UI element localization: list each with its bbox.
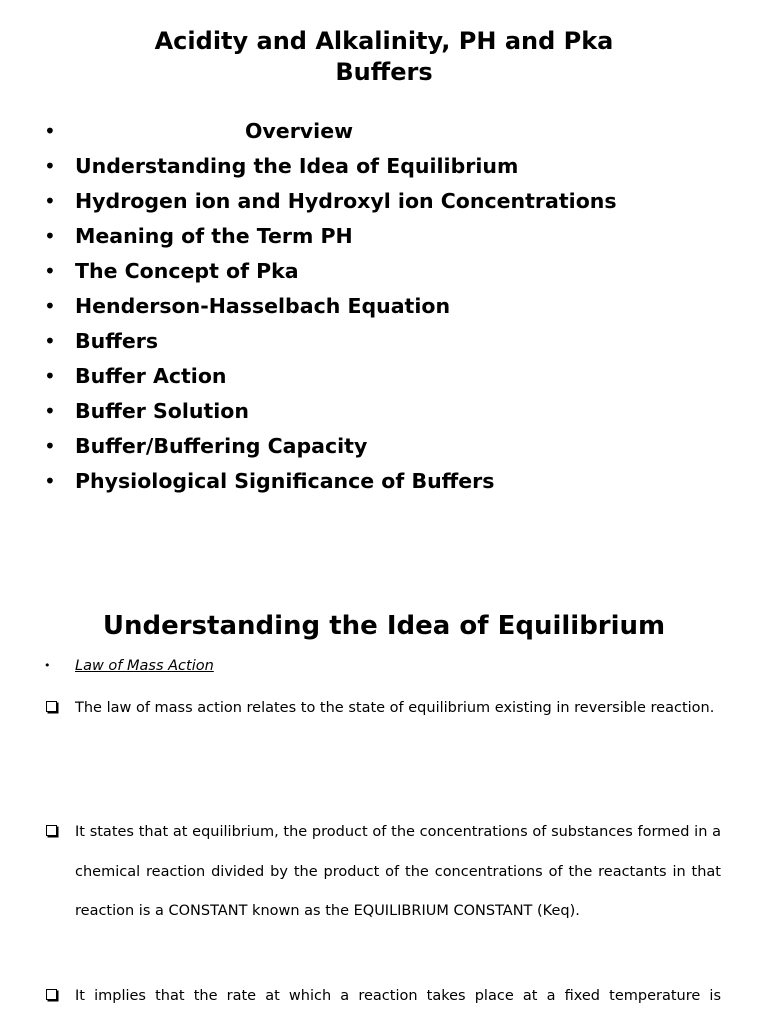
outline-item xyxy=(0,149,768,184)
outline-item xyxy=(0,324,768,359)
outline-item xyxy=(0,254,768,289)
outline-item-label: Buffer Action xyxy=(75,364,227,388)
outline-item xyxy=(0,114,768,149)
outline-item xyxy=(0,219,768,254)
bullet-icon: • xyxy=(44,259,56,283)
outline-item-label: Meaning of the Term PH xyxy=(75,224,353,248)
paragraph: It states that at equilibrium, the product of the concentrations of substances formed in a chemical reaction divided by the product of the concentrations of the reactants in that reaction is a CONSTANT known as the EQUILIBRIUM CONSTANT (Keq). xyxy=(75,824,721,919)
outline-list xyxy=(0,114,768,499)
bullet-icon: • xyxy=(44,329,56,353)
bullet-icon: • xyxy=(44,469,56,493)
checkbox-bullet-icon xyxy=(46,701,57,712)
bullet-icon: • xyxy=(44,434,56,458)
outline-item xyxy=(0,429,768,464)
outline-item-label: The Concept of Pka xyxy=(75,259,299,283)
paragraph: The law of mass action relates to the state of equilibrium existing in reversible reaction. xyxy=(75,700,715,716)
bullet-icon: • xyxy=(44,659,51,672)
outline-item-label: Understanding the Idea of Equilibrium xyxy=(75,154,519,178)
outline-item xyxy=(0,359,768,394)
paragraph: It implies that the rate at which a reaction takes place at a fixed temperature is xyxy=(75,988,721,1004)
checkbox-bullet-icon xyxy=(46,989,57,1000)
bullet-icon: • xyxy=(44,154,56,178)
outline-item xyxy=(0,394,768,429)
outline-item-label: Buffers xyxy=(75,329,159,353)
outline-item xyxy=(0,184,768,219)
outline-item xyxy=(0,289,768,324)
outline-item-label: Physiological Significance of Buffers xyxy=(75,469,495,493)
title-line-1: Acidity and Alkalinity, PH and Pka xyxy=(154,27,614,55)
outline-item xyxy=(0,464,768,499)
law-of-mass-action-subheading: Law of Mass Action xyxy=(75,658,214,674)
bullet-icon: • xyxy=(44,224,56,248)
bullet-icon: • xyxy=(44,294,56,318)
section-heading: Understanding the Idea of Equilibrium xyxy=(102,611,666,641)
bullet-icon: • xyxy=(44,119,56,143)
outline-item-label: Overview xyxy=(245,119,354,143)
bullet-icon: • xyxy=(44,189,56,213)
outline-item-label: Hydrogen ion and Hydroxyl ion Concentrations xyxy=(75,189,617,213)
checkbox-bullet-icon xyxy=(46,825,57,836)
outline-item-label: Buffer Solution xyxy=(75,399,249,423)
bullet-icon: • xyxy=(44,399,56,423)
bullet-icon: • xyxy=(44,364,56,388)
outline-item-label: Buffer/Buffering Capacity xyxy=(75,434,368,458)
title-line-2: Buffers xyxy=(335,58,433,86)
outline-item-label: Henderson-Hasselbach Equation xyxy=(75,294,451,318)
document-title xyxy=(0,26,768,88)
